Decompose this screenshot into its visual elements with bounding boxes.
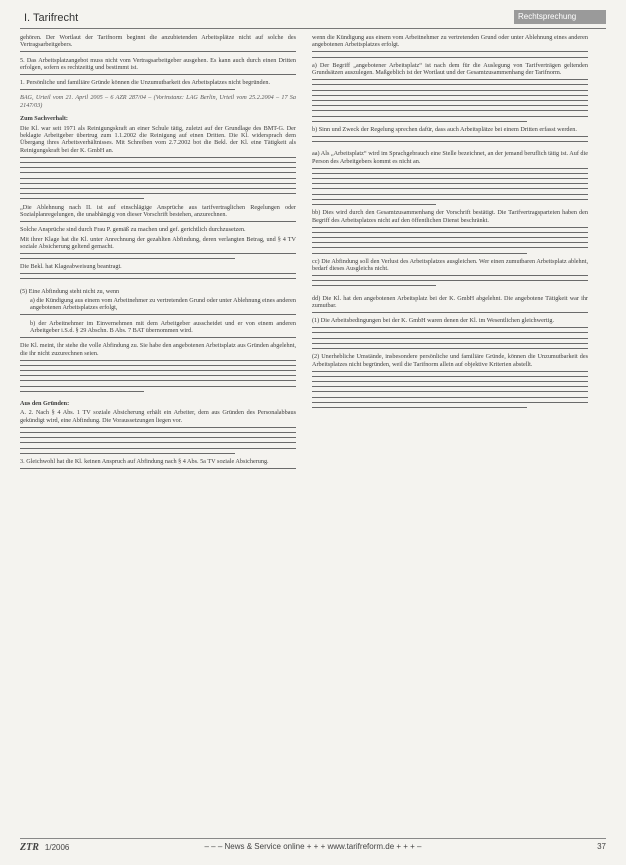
text-line <box>312 381 588 383</box>
text-line <box>20 167 296 169</box>
text-line <box>312 178 588 180</box>
text-line <box>20 468 296 470</box>
paragraph: A. 2. Nach § 4 Abs. 1 TV soziale Absicherung erhält ein Arbeiter, dem aus Gründen des Personalabbaus gekündigt wird, eine Abfindung. Die Voraussetzungen liegen vor. <box>20 409 296 424</box>
section-heading: Zum Sachverhalt: <box>20 115 68 123</box>
text-line <box>20 193 296 195</box>
paragraph: Mit ihrer Klage hat die Kl. unter Anrechnung der gezahlten Abfindung, deren verlangten Betrag, und § 4 TV soziale Absicherung geltend gemacht. <box>20 235 296 250</box>
text-line <box>20 448 296 450</box>
paragraph: (2) Unerhebliche Umstände, insbesondere persönliche und familiäre Gründe, können die Unzumutbarkeit des Arbeitsplatzes nicht begründen, weil die Tarifnorm allein auf objektive Kriterien abstellt. <box>312 353 588 368</box>
text-line <box>312 332 588 334</box>
text-line <box>312 100 588 102</box>
text-line <box>312 121 527 123</box>
text-line <box>312 407 527 409</box>
text-line <box>312 312 588 314</box>
text-line <box>20 442 296 444</box>
paragraph: cc) Die Abfindung soll den Verlust des Arbeitsplatzes ausgleichen. Wer einen zumutbaren Arbeitsplatz ablehnt, bedarf dieses Ausgleichs nicht. <box>312 257 588 273</box>
paragraph: dd) Die Kl. hat den angebotenen Arbeitsplatz bei der K. GmbH abgelehnt. Die angebotene Tätigkeit war ihr zumutbar. <box>312 294 588 310</box>
paragraph: (5) Eine Abfindung steht nicht zu, wenn <box>20 287 120 295</box>
text-line <box>20 253 296 255</box>
text-line <box>312 348 588 350</box>
paragraph: wenn die Kündigung aus einem vom Arbeitnehmer zu vertretenden Grund oder unter Ablehnung eines anderen angebotenen Arbeitsplatzes erfolgt. <box>312 34 588 49</box>
text-line <box>312 280 588 282</box>
text-line <box>20 74 296 76</box>
paragraph: (1) Die Arbeitsbedingungen bei der K. GmbH waren denen der Kl. im Wesentlichen gleichwertig. <box>312 317 555 325</box>
citation: BAG, Urteil vom 21. April 2005 – 6 AZR 287/04 – (Vorinstanz: LAG Berlin, Urteil vom 25.2.2004 – 17 Sa 2147/03) <box>20 94 296 109</box>
journal-logo: ZTR <box>20 842 39 853</box>
section-label: I. Tarifrecht <box>24 12 79 24</box>
text-line <box>20 314 296 316</box>
page-number: 37 <box>597 842 606 851</box>
text-line <box>20 380 296 382</box>
paragraph: gehören. Der Wortlaut der Tarifnorm beginnt die anzubietenden Arbeitsplätze nicht auf solche des Vertragsarbeitgebers. <box>20 34 296 49</box>
paragraph: b) Sinn und Zweck der Regelung sprechen dafür, dass auch Arbeitsplätze bei einem Dritten erfasst werden. <box>312 125 577 133</box>
text-line <box>20 437 296 439</box>
text-line <box>20 427 296 429</box>
text-line <box>312 391 588 393</box>
text-line <box>20 89 235 91</box>
text-line <box>20 198 144 200</box>
paragraph: Solche Ansprüche sind durch Frau P. gemäß zu machen und gef. gerichtlich durchzusetzen. <box>20 226 246 234</box>
text-line <box>20 172 296 174</box>
text-line <box>20 337 296 339</box>
text-line <box>312 95 588 97</box>
paragraph: Die Kl. meint, ihr stehe die volle Abfindung zu. Sie habe den angebotenen Arbeitsplatz aus Gründen abgelehnt, die ihr nicht zuzurechnen seien. <box>20 342 296 357</box>
text-line <box>20 183 296 185</box>
text-line <box>312 194 588 196</box>
text-line <box>20 273 296 275</box>
paragraph: „Die Ablehnung nach II. ist auf einschlägige Ansprüche aus tarifvertraglichen Regelungen oder Sozialplanregelungen, die unabhängig von dieser Vorschrift bestehen, anzurechnen. <box>20 203 296 218</box>
text-line <box>312 105 588 107</box>
text-line <box>312 168 588 170</box>
text-line <box>312 327 588 329</box>
text-line <box>20 386 296 388</box>
text-line <box>312 338 588 340</box>
text-line <box>20 162 296 164</box>
section-badge: Rechtsprechung <box>514 10 606 24</box>
text-line <box>20 432 296 434</box>
text-line <box>20 365 296 367</box>
text-line <box>312 116 588 118</box>
text-line <box>312 247 588 249</box>
text-line <box>312 242 588 244</box>
text-line <box>20 370 296 372</box>
paragraph: a) Der Begriff „angebotener Arbeitsplatz“ ist nach dem für die Auslegung von Tarifverträgen geltenden Grundsätzen auszulegen. Maßgeblich ist der Wortlaut und der Gesamtzusammenhang der Tarifnorm. <box>312 61 588 77</box>
text-line <box>312 57 588 59</box>
text-line <box>312 343 588 345</box>
text-line <box>20 278 296 280</box>
text-line <box>312 386 588 388</box>
text-line <box>312 188 588 190</box>
text-line <box>20 391 144 393</box>
text-line <box>20 258 235 260</box>
text-line <box>312 84 588 86</box>
text-line <box>312 285 436 287</box>
text-line <box>312 371 588 373</box>
text-line <box>312 227 588 229</box>
paragraph: a) die Kündigung aus einem vom Arbeitnehmer zu vertretenden Grund oder unter Ablehnung eines anderen angebotenen Arbeitsplatzes erfolgt, <box>30 297 296 312</box>
text-line <box>312 253 527 255</box>
text-line <box>312 237 588 239</box>
paragraph: aa) Als „Arbeitsplatz“ wird im Sprachgebrauch eine Stelle bezeichnet, an der jemand beruflich tätig ist. Auf die Person des Arbeitgebers kommt es nicht an. <box>312 150 588 165</box>
paragraph: bb) Dies wird durch den Gesamtzusammenhang der Vorschrift bestätigt. Die Tarifvertragsparteien haben den Begriff des Arbeitsplatzes nicht auf den öffentlichen Dienst beschränkt. <box>312 209 588 224</box>
text-line <box>312 141 588 143</box>
left-column <box>20 34 296 473</box>
text-line <box>20 178 296 180</box>
text-line <box>312 275 588 277</box>
text-line <box>20 157 296 159</box>
issue-number: 1/2006 <box>44 843 70 852</box>
text-line <box>20 375 296 377</box>
paragraph: 3. Gleichwohl hat die Kl. keinen Anspruch auf Abfindung nach § 4 Abs. 5a TV soziale Absicherung. <box>20 457 269 465</box>
text-line <box>20 453 235 455</box>
text-line <box>312 183 588 185</box>
text-line <box>312 199 588 201</box>
footer-link[interactable]: – – – News & Service online + + + www.tarifreform.de + + + – <box>204 842 422 851</box>
text-line <box>312 232 588 234</box>
text-line <box>312 204 436 206</box>
text-line <box>312 376 588 378</box>
section-heading: Aus den Gründen: <box>20 399 70 407</box>
text-line <box>312 397 588 399</box>
text-line <box>312 110 588 112</box>
paragraph: 5. Das Arbeitsplatzangebot muss nicht vom Vertragsarbeitgeber ausgehen. Es kann auch durch einen Dritten erfolgen, sofern es rechtzeitig und bestimmt ist. <box>20 56 296 71</box>
text-line <box>312 51 588 53</box>
text-line <box>20 51 296 53</box>
paragraph: Die Kl. war seit 1971 als Reinigungskraft an einer Schule tätig, zuletzt auf der Grundlage des BMT-G. Der beklagte Arbeitgeber übertrug zum 1.1.2002 die Reinigung auf einen Dritten. Die Kl. widersprach dem Übergang ihres Arbeitsverhältnisses. Mit Schreiben vom 2.7.2002 bot die Bekl. der Kl. eine Tätigkeit als Reinigungskraft bei der K. GmbH an. <box>20 124 296 154</box>
text-line <box>312 402 588 404</box>
text-line <box>20 221 296 223</box>
right-column <box>312 34 588 412</box>
text-line <box>312 79 588 81</box>
page-footer <box>20 838 606 855</box>
page-header <box>20 8 606 30</box>
text-line <box>20 360 296 362</box>
text-line <box>20 188 296 190</box>
paragraph: Die Bekl. hat Klageabweisung beantragt. <box>20 263 122 271</box>
header-divider <box>20 28 606 29</box>
text-line <box>312 90 588 92</box>
paragraph: b) der Arbeitnehmer im Einvernehmen mit dem Arbeitgeber ausscheidet und er von einem anderen Arbeitgeber i.S.d. § 29 Abschn. B Abs. 7 BAT übernommen wird. <box>30 319 296 335</box>
text-line <box>312 173 588 175</box>
paragraph: 1. Persönliche und familiäre Gründe können die Unzumutbarkeit des Arbeitsplatzes nicht begründen. <box>20 79 271 87</box>
text-line <box>312 136 588 138</box>
